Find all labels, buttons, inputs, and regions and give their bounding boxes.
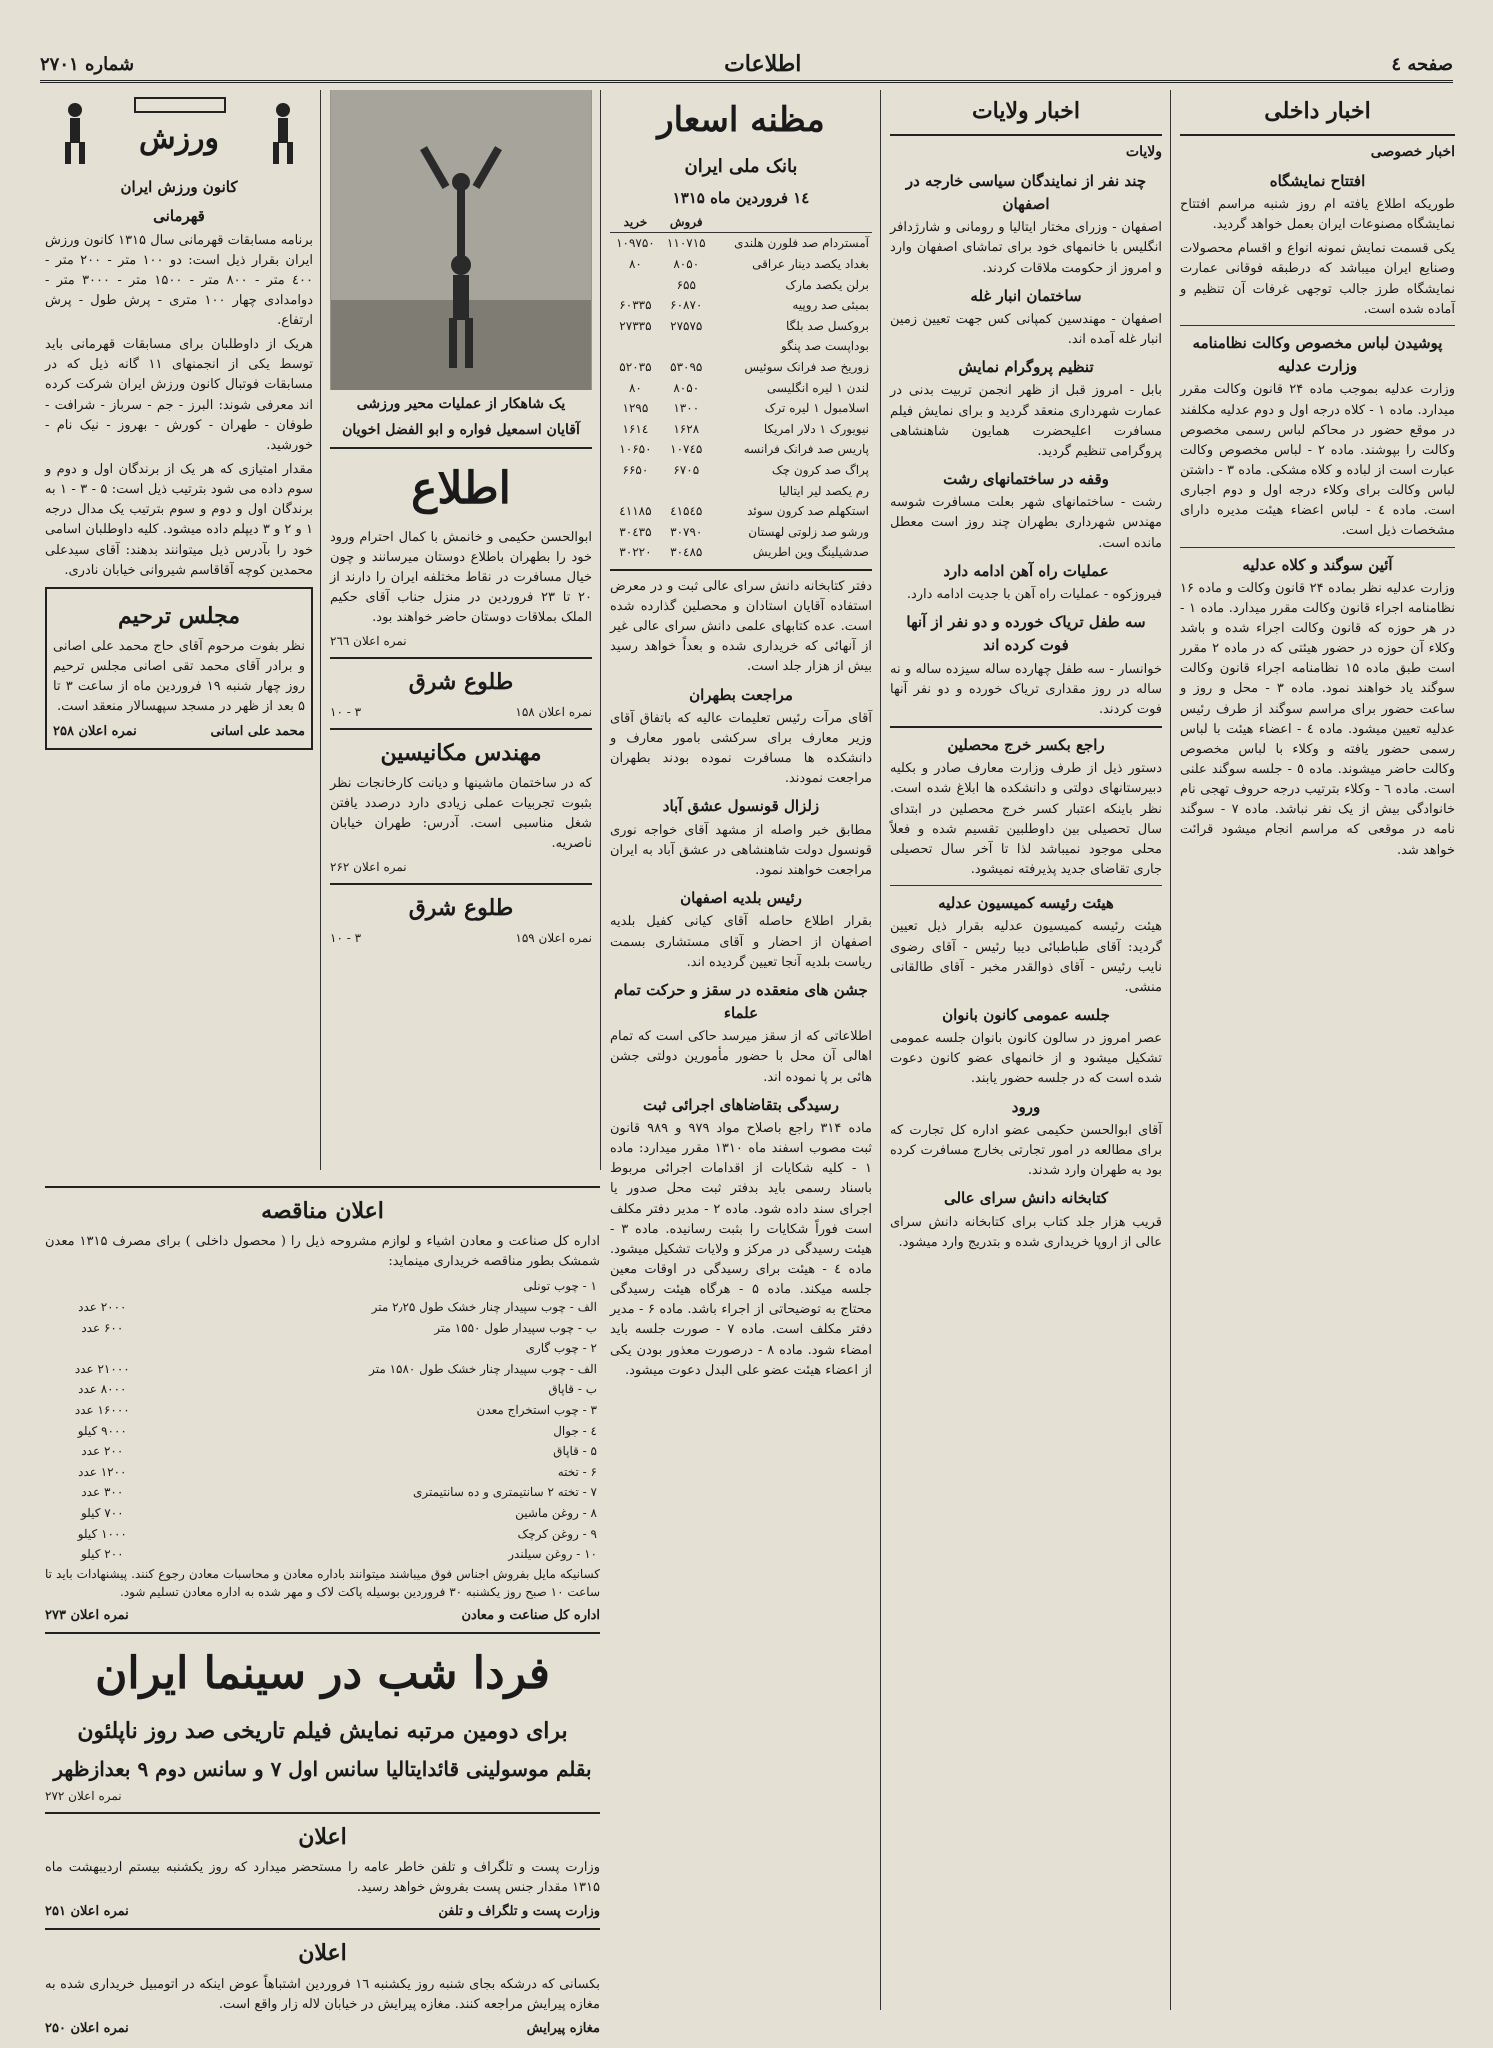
item-title: جشن های منعقده در سقز و حرکت تمام علماء — [614, 980, 868, 1023]
ad-title: طلوع شرق — [408, 668, 514, 695]
item-title: وقفه در ساختمانهای رشت — [943, 470, 1109, 489]
rate-date: ۱٤ فروردین ماه ۱۳۱۵ — [672, 188, 810, 207]
column-sport — [45, 90, 313, 1170]
notice-text: دفتر کتابخانه دانش سرای عالی ثبت و در معرض استفاده آقایان استادان و محصلین گذارده شده است. عده کتابهای علمی دانش سرای عالی غیر از آنهائی که خریداری شده و بعداً خواهد رسید بیش از هزار جلد است. — [610, 578, 872, 675]
rate-sell: ۳۰٤۸۵ — [670, 545, 703, 560]
ad-number: نمره اعلان ۱۵۹ — [515, 930, 592, 945]
photo-caption: یک شاهکار از عملیات محیر ورزشی — [356, 396, 566, 412]
tender-item: الف - چوب سپیدار چنار خشک طول ۱۵۸۰ متر — [369, 1361, 597, 1376]
rate-row — [610, 357, 872, 378]
rate-sell — [661, 336, 712, 357]
rate-buy: ۱۶۱٤ — [622, 421, 649, 436]
sport-photo — [330, 90, 592, 390]
divider — [890, 726, 1162, 728]
rate-row — [610, 295, 872, 316]
header-buy: خرید — [610, 212, 661, 233]
rate-buy: ۳۰۲۲۰ — [619, 545, 652, 560]
item-text: بابل - امروز قبل از ظهر انجمن تربیت بدنی در عمارت شهرداری منعقد گردید و برای نمایش فیلم مسافرت اعلیحضرت همایون شاهنشاهی پروگرامی تنظیم گردید. — [890, 383, 1162, 459]
memorial-number: نمره اعلان ۲۵۸ — [53, 723, 137, 739]
rate-row — [610, 336, 872, 357]
rate-buy: ۸۰ — [628, 257, 642, 272]
rate-buy: ۸۰ — [628, 380, 642, 395]
rate-row — [610, 439, 872, 460]
rate-row — [610, 316, 872, 337]
cinema-line: بقلم موسولینی قائدایتالیا سانس اول ۷ و سانس دوم ۹ بعدازظهر — [53, 1757, 592, 1782]
item-title: اخبار خصوصی — [1370, 144, 1455, 161]
rate-sell: ۲۷۵۷۵ — [670, 318, 703, 333]
item-title: ساختمان انبار غله — [970, 286, 1082, 305]
tender-qty: ۱۰۰۰ کیلو — [77, 1526, 127, 1541]
item-title: آئین سوگند و کلاه عدلیه — [1242, 555, 1393, 574]
item-title: کتابخانه دانش سرای عالی — [943, 1189, 1109, 1208]
divider — [45, 1186, 600, 1188]
tender-item: الف - چوب سپیدار چنار خشک طول ۲٫۲۵ متر — [371, 1299, 597, 1314]
item-title: جلسه عمومی کانون بانوان — [942, 1005, 1110, 1024]
cinema-number: نمره اعلان ۲۷۲ — [45, 1789, 122, 1804]
sport-text: برنامه مسابقات قهرمانی سال ۱۳۱۵ کانون ورزش ایران بقرار ذیل است: دو ۱۰۰ متر - ۲۰۰ متر - ٤۰۰ متر - ۸۰۰ متر - ۱۵۰۰ متر - ۳۰۰۰ متر - دوامدادی چهار ۱۰۰ متری - پرش طول - پرش ارتفاع. — [45, 232, 314, 329]
tender-qty: ۲۰۰۰ عدد — [78, 1299, 127, 1314]
notice-sign: مغازه پیرایش — [526, 2020, 600, 2036]
rate-buy: ۶۰۳۳۵ — [619, 298, 652, 313]
tender-item: ۷ - تخته ۲ سانتیمتری و ده سانتیمتری — [413, 1485, 597, 1500]
tender-item: ٤ - جوال — [553, 1423, 597, 1438]
divider — [1180, 325, 1455, 326]
tender-row — [45, 1441, 600, 1462]
exchange-table — [610, 212, 872, 563]
item-title: راجع بکسر خرج محصلین — [947, 736, 1105, 755]
rate-sell: ۳۰۷۹۰ — [670, 524, 703, 539]
item-text: خوانسار - سه طفل چهارده ساله سیزده ساله و نه ساله در روز مقداری تریاک خورده و دو نفر آنها فوت کردند. — [890, 661, 1162, 717]
tender-row — [45, 1482, 600, 1503]
rate-currency: رم یکصد لیر ایتالیا — [778, 483, 869, 498]
rate-buy: ۶۶۵۰ — [622, 462, 649, 477]
tender-row — [45, 1318, 600, 1339]
tender-item: ۹ - روغن کرچک — [517, 1526, 597, 1541]
item-title: رسیدگی بتقاضاهای اجرائی ثبت — [643, 1095, 839, 1114]
sport-text: مقدار امتیازی که هر یک از برندگان اول و دوم و سوم داده می شود بترتیب ذیل است: ۵ - ۳ - ۱ به برندگان اول و دوم و سوم بترتیب یک مدال درجه ۱ و ۲ و ۳ دیپلم داده میشود. کلیه داوطلبان اسامی خود را بآدرس ذیل میتوانند بدهند: آقای سیدعلی محمدین کوچه آقاقاسم شیروانی خیابان نادری. — [45, 462, 313, 578]
item-text: آقای ابوالحسن حکیمی عضو اداره کل تجارت که برای مطالعه در امور تجارتی بخارج مسافرت کرده بود به طهران وارد شدند. — [890, 1122, 1162, 1179]
rate-currency: بغداد یکصد دینار عراقی — [752, 257, 869, 272]
column-divider — [600, 90, 601, 1170]
item-text: وزارت عدلیه نظر بماده ۲۴ قانون وکالت و ماده ۱۶ نظامنامه اجراء قانون وکالت مقرر میدارد. ماده ۱ - در هر حوزه که قانون وکالت اجراء شده و باشد وکلاء آن حوزه در حضور هیئتی که در ماده ۲ مقرر است طبق ماده ۱۵ نظامنامه اجراء قانون وکالت سوگند یاد خواهند نمود. ماده ۳ - محل و روز و ساعت حضور برای مراسم سوگند از طرف رئیس عدلیه تعیین میشود. ماده ٤ - اعضاء هیئت با لباس رسمی حضور یافته و وکلاء با لباس مخصوص وکالت حاضر میشوند. ماده ٥ - جلسه سوگند علنی است. ماده ٦ - وکلاء بترتیب درجه حروف تهجی نام خانوادگی بیش از یک نفر نباشد. ماده ۷ - سوگند نامه در موقعی که مراسم انجام میشود قرائت خواهد شد. — [1180, 580, 1456, 858]
notice-title: اعلان — [298, 1940, 347, 1967]
divider — [1180, 547, 1455, 548]
rate-currency: برلن یکصد مارک — [785, 277, 869, 292]
rate-row — [610, 542, 872, 563]
tender-item: ۶ - تخته — [557, 1464, 597, 1479]
rate-row — [610, 233, 872, 254]
section-title: اخبار داخلی — [1264, 98, 1371, 124]
tender-item: ب - چوب سپیدار طول ۱۵۵۰ متر — [434, 1320, 597, 1335]
notice-number: نمره اعلان ۲٦٦ — [330, 634, 407, 649]
tender-qty: ۹۰۰۰ کیلو — [77, 1423, 127, 1438]
tender-qty: ۲۰۰ کیلو — [80, 1547, 124, 1562]
notice-text: بکسانی که درشکه بجای شنبه روز یکشنبه ۱٦ فروردین اشتباهاً عوض اینکه در اتومبیل خریداری شده به مغازه پیرایش مراجعه کنند. مغازه پیرایش در خیابان لاله زار واقع است. — [45, 1976, 600, 2012]
rate-row — [610, 275, 872, 296]
tender-title: اعلان مناقصه — [261, 1198, 384, 1224]
header-name — [712, 212, 872, 233]
tender-qty: ۳۰۰ عدد — [81, 1485, 124, 1500]
notice-sign: وزارت پست و تلگراف و تلفن — [438, 1904, 600, 1920]
notice-number: نمره اعلان ۲۵۱ — [45, 1904, 129, 1920]
rate-row — [610, 481, 872, 502]
rate-currency: بمبئی صد روپیه — [792, 298, 869, 313]
rate-sell: ۸۰۵۰ — [673, 380, 700, 395]
item-text: عصر امروز در سالون کانون بانوان جلسه عمومی تشکیل میشود و از خانمهای عضو کانون دعوت شده است که در جلسه حضور یابند. — [890, 1031, 1162, 1087]
rate-row — [610, 378, 872, 399]
paper-name: اطلاعات — [724, 51, 802, 77]
rate-buy: ۳۰٤۳۵ — [619, 524, 652, 539]
notice-title: اعلان — [298, 1823, 347, 1850]
column-divider — [320, 90, 321, 1170]
sport-header — [45, 90, 313, 170]
tender-row — [45, 1503, 600, 1524]
rate-buy — [610, 275, 661, 296]
ad-text: که در ساختمان ماشینها و دیانت کارخانجات نظر بثبوت تجربیات عملی زیادی دارد درصدد یافتن شغل مناسبی است. آدرس: طهران خیابان ناصریه. — [330, 775, 592, 852]
item-title: هیئت رئیسه کمیسیون عدلیه — [938, 894, 1114, 913]
rate-sell — [661, 481, 712, 502]
item-text: اطلاعاتی که از سقز میرسد حاکی است که تمام اهالی آن محل با حضور مأمورین دولتی جشن هائی بر پا نموده اند. — [610, 1029, 872, 1085]
rate-buy: ۱۰۹۷۵۰ — [616, 236, 655, 251]
cinema-title: فردا شب در سینما ایران — [95, 1648, 550, 1700]
rate-row — [610, 522, 872, 543]
rate-currency: بوداپست صد پنگو — [781, 339, 869, 354]
item-text: اصفهان - مهندسین کمپانی کس جهت تعیین زمین انبار غله آمده اند. — [890, 311, 1162, 348]
bank-name: بانک ملی ایران — [684, 155, 798, 177]
tender-item: ۸ - روغن ماشین — [515, 1505, 597, 1520]
page-number: صفحه ٤ — [1391, 53, 1453, 75]
rate-buy — [610, 336, 661, 357]
tender-table — [45, 1276, 600, 1564]
tender-qty: ۲۰۰ عدد — [81, 1444, 124, 1459]
ad-date: ۳ - ۱۰ — [330, 704, 362, 719]
rate-currency: لندن ۱ لیره انگلیسی — [766, 380, 869, 395]
column-internal-news — [1180, 90, 1455, 2010]
divider — [45, 1632, 600, 1634]
tender-item: ۲ - چوب گاری — [525, 1341, 597, 1356]
memorial-text: نظر بفوت مرحوم آقای حاج محمد علی اصانی و برادر آقای محمد تقی اصانی مجلس ترحیم روز چهار شنبه ۱۹ فروردین ماه از ساعت ۳ تا ۵ بعد از ظهر در مسجد سپهسالار منعقد است. — [53, 638, 305, 715]
item-title: عملیات راه آهن ادامه دارد — [943, 561, 1109, 580]
rate-sell: ۶۰۸۷۰ — [670, 298, 703, 313]
memorial-sign: محمد علی اسانی — [210, 723, 305, 739]
item-title: سه طفل تریاک خورده و دو نفر از آنها فوت کرده اند — [906, 613, 1146, 655]
rate-row — [610, 254, 872, 275]
ad-title: مهندس مکانیسین — [380, 739, 542, 766]
memorial-title: مجلس ترحیم — [117, 602, 241, 629]
tender-qty: ۱۶۰۰۰ عدد — [74, 1402, 130, 1417]
ad-date: ۳ - ۱۰ — [330, 930, 362, 945]
notice-title: اطلاع — [411, 463, 511, 515]
rate-currency: پراگ صد کرون چک — [771, 462, 869, 477]
rate-sell: ۱۰۷٤۵ — [670, 442, 703, 457]
item-title: چند نفر از نمایندگان سیاسی خارجه در اصفهان — [905, 171, 1147, 214]
item-text: مطابق خبر واصله از مشهد آقای خواجه نوری قونسول دولت شاهنشاهی در عشق آباد به ایران مراجعت خواهند نمود. — [610, 822, 872, 878]
divider — [610, 569, 872, 571]
rate-currency: اسلامبول ۱ لیره ترک — [764, 401, 869, 416]
issue-number: شماره ۲۷۰۱ — [40, 53, 135, 75]
rate-row — [610, 501, 872, 522]
item-title: ولایات — [1125, 144, 1162, 161]
rate-currency: صدشیلینگ وین اطریش — [752, 545, 869, 560]
rate-currency: ورشو صد زلوتی لهستان — [748, 524, 869, 539]
rate-sell: ۱۱۰۷۱۵ — [666, 236, 706, 251]
tender-item: ۱۰ - روغن سیلندر — [508, 1547, 597, 1562]
photo-caption: آقایان اسمعیل فواره و ابو الفضل اخویان — [342, 421, 580, 438]
item-text: آقای مرآت رئیس تعلیمات عالیه که باتفاق آقای وزیر معارف برای سرکشی بامور معارف و دانشکده ها مسافرت نموده بودند بطهران مراجعت نمودند. — [610, 710, 872, 787]
tender-qty — [45, 1276, 160, 1297]
rate-sell: ۱۳۰۰ — [673, 401, 700, 416]
item-title: افتتاح نمایشگاه — [1269, 171, 1366, 190]
divider — [890, 885, 1162, 886]
item-text: فیروزکوه - عملیات راه آهن با جدیت ادامه دارد. — [906, 586, 1162, 602]
tender-qty — [45, 1338, 160, 1359]
rate-sell: ۶۷۰۵ — [673, 462, 700, 477]
item-text: رشت - ساختمانهای شهر بعلت مسافرت شوسه مهندس شهرداری بطهران چند روز است معطل مانده است. — [890, 495, 1162, 551]
tender-row — [45, 1338, 600, 1359]
tender-row — [45, 1544, 600, 1565]
masthead — [40, 48, 1453, 83]
column-photo-notices — [330, 90, 592, 1170]
rate-currency: نیویورک ۱ دلار امریکا — [763, 421, 869, 436]
ad-number: نمره اعلان ۱۵۸ — [515, 704, 592, 719]
bottom-ads — [45, 1180, 600, 2036]
divider — [1180, 134, 1455, 136]
rate-buy: ۱۰۶۵۰ — [619, 442, 652, 457]
tender-qty: ۱۲۰۰ عدد — [78, 1464, 127, 1479]
acrobat-image — [330, 90, 592, 390]
item-text: هیئت رئیسه کمیسیون عدلیه بقرار ذیل تعیین گردید: آقای طباطبائی دیبا رئیس - آقای رضوی نایب رئیس - آقای ذوالقدر مخبر - آقای طالقانی منشی. — [890, 919, 1162, 995]
exchange-title: مظنه اسعار — [657, 100, 825, 140]
rate-buy — [610, 481, 661, 502]
item-text: ماده ۳۱۴ راجع باصلاح مواد ۹۷۹ و ۹۸۹ قانون ثبت مصوب اسفند ماه ۱۳۱۰ مقرر میدارد: ماده ۱ - کلیه شکایات از اقدامات اجرائی مربوط باسناد رسمی باید بدفتر ثبت محل صدور یا اجرای سند داده شود. ماده ۲ - مدیر دفتر مکلف است فوراً شکایات را بثبت رسانیده. ماده ۳ - هیئت رسیدگی در مرکز و ولایات تشکیل میشود. ماده ٤ - هیئت برای رسیدگی در اوقات معین جلسه میکند. ماده ۵ - هرگاه هیئت رسیدگی محتاج به توضیحاتی از اجراء باشد. ماده ۶ - مدیر دفتر مکلف است. ماده ۷ - صورت جلسه باید امضاء شود. ماده ۸ - درصورت معذور بودن یکی از اعضاء هیئت عضو علی البدل دعوت میشود. — [610, 1120, 872, 1378]
tender-qty: ۷۰۰ کیلو — [80, 1505, 124, 1520]
header-sell: فروش — [661, 212, 712, 233]
divider — [330, 657, 592, 659]
section-title: اخبار ولایات — [971, 98, 1081, 124]
sport-subtitle: کانون ورزش ایران — [120, 178, 238, 196]
tender-item: ۳ - چوب استخراج معدن — [476, 1402, 597, 1417]
item-title: ورود — [1011, 1097, 1041, 1116]
item-title: رئیس بلدیه اصفهان — [680, 889, 802, 908]
item-title: مراجعت بطهران — [689, 685, 793, 704]
column-divider — [880, 90, 881, 2010]
tender-item: ۱ - چوب تونلی — [523, 1279, 597, 1294]
ad-title: طلوع شرق — [408, 894, 514, 921]
tender-row — [45, 1297, 600, 1318]
tender-number: نمره اعلان ۲۷۳ — [45, 1607, 129, 1623]
tender-item: ب - قاپاق — [548, 1382, 597, 1397]
tender-row — [45, 1276, 600, 1297]
rate-sell: ۱۶۲۸ — [673, 421, 700, 436]
divider — [330, 883, 592, 885]
rate-currency: بروکسل صد بلگا — [786, 318, 869, 333]
rate-row — [610, 398, 872, 419]
rate-currency: زوریخ صد فرانک سوئیس — [744, 359, 869, 374]
item-title: تنظیم پروگرام نمایش — [958, 358, 1094, 377]
rate-currency: استکهلم صد کرون سوئد — [747, 504, 869, 519]
tender-sign: اداره کل صناعت و معادن — [461, 1607, 600, 1623]
tender-qty: ۲۱۰۰۰ عدد — [74, 1361, 130, 1376]
rate-buy: ۱۲۹۵ — [622, 401, 649, 416]
rate-row — [610, 419, 872, 440]
rate-buy: ۵۲۰۳۵ — [619, 359, 652, 374]
tender-row — [45, 1379, 600, 1400]
item-text: یکی قسمت نمایش نمونه انواع و اقسام محصولات وصنایع ایران میباشد که درطبقه فوقانی عمارت نمایشگاه طرز جالب توجهی غرفات آن تنظیم و آماده شده است. — [1180, 241, 1455, 317]
divider — [330, 447, 592, 449]
sport-text: هریک از داوطلبان برای مسابقات قهرمانی باید توسط یکی از انجمنهای ۱۱ گانه ذیل که در مسابقات فوتبال کانون ورزش ایران شرکت کرده اند معرفی شوند: البرز - جم - سرباز - شرافت - طوفان - طهران - کورش - بهروز - نیک نام - خورشید. — [45, 337, 313, 453]
divider — [45, 1928, 600, 1930]
rate-sell: ۵۳۰۹۵ — [670, 359, 703, 374]
sport-title: ورزش — [138, 121, 220, 156]
tender-text: اداره کل صناعت و معادن اشیاء و لوازم مشروحه ذیل را ( محصول داخلی ) برای مصرف ۱۳۱۵ معدن شمشک بطور مناقصه خریداری مینماید: — [45, 1234, 600, 1270]
column-divider — [1170, 90, 1171, 2010]
cinema-line: برای دومین مرتبه نمایش فیلم تاریخی صد روز ناپلئون — [77, 1718, 568, 1745]
divider — [330, 728, 592, 730]
rate-sell: ٤۱۵٤۵ — [670, 504, 703, 519]
column-exchange-rates — [610, 90, 872, 2010]
rate-currency: آمستردام صد فلورن هلندی — [734, 236, 869, 251]
column-provincial-news — [890, 90, 1162, 2010]
item-text: اصفهان - وزرای مختار ایتالیا و رومانی و شارژدافر انگلیس با خانمهای خود برای تماشای اصفهان وارد و امروز از حکومت ملاقات کردند. — [890, 220, 1162, 276]
tender-row — [45, 1400, 600, 1421]
rate-buy: ٤۱۱۸۵ — [619, 504, 652, 519]
ad-number: نمره اعلان ۲۶۲ — [330, 860, 407, 875]
divider — [45, 1812, 600, 1814]
item-text: طوریکه اطلاع یافته ام روز شنبه مراسم افتتاح نمایشگاه مصنوعات ایران بعمل خواهد گردید. — [1180, 197, 1455, 233]
rate-row — [610, 460, 872, 481]
tender-row — [45, 1421, 600, 1442]
item-title: پوشیدن لباس مخصوص وکالت نظامنامه وزارت عدلیه — [1192, 333, 1443, 376]
item-text: وزارت عدلیه بموجب ماده ۲۴ قانون وکالت مقرر میدارد. ماده ۱ - کلاه درجه اول و دوم عدلیه مکلفند در موقع حضور در محاکم لباس رسمی مخصوص وکالت را بپوشند. ماده ۲ - لباس مخصوص وکالت عبارت است از لباده و کلاه مشکی. ماده ۳ - داشتن لباس وکالت برای وکلاء درجه اول و دوم اجباری است. ماده ٤ - لباس اعضاء هیئت مدیره دارای مشخصات ذیل است. — [1180, 382, 1455, 539]
item-text: بقرار اطلاع حاصله آقای کیانی کفیل بلدیه اصفهان از احضار و آقای مستشاری بسمت ریاست بلدیه آنجا تعیین گردیده اند. — [610, 914, 872, 970]
rate-sell: ۶۵۵ — [676, 277, 696, 292]
item-text: قریب هزار جلد کتاب برای کتابخانه دانش سرای عالی از اروپا خریداری شده و بتدریج وارد میشود. — [890, 1214, 1162, 1250]
tender-row — [45, 1462, 600, 1483]
tender-footer: کسانیکه مایل بفروش اجناس فوق میباشند میتوانند باداره معادن و محاسبات معادن رجوع کنند. پیشنهادات باید تا ساعت ۱۰ صبح روز یکشنبه ۳۰ فروردین بوسیله پاکت لاک و مهر شده به اداره معادن تسلیم شود. — [45, 1566, 600, 1600]
tender-qty: ۸۰۰۰ عدد — [78, 1382, 127, 1397]
item-title: زلزال قونسول عشق آباد — [662, 797, 820, 816]
notice-number: نمره اعلان ۲۵۰ — [45, 2020, 129, 2036]
notice-text: وزارت پست و تلگراف و تلفن خاطر عامه را مستحضر میدارد که روز یکشنبه بیستم اردیبهشت ماه ۱۳۱۵ مقدار جنس پست بفروش خواهد رسید. — [45, 1859, 600, 1896]
rate-currency: پاریس صد فرانک فرانسه — [743, 442, 869, 457]
tender-row — [45, 1524, 600, 1545]
rate-buy: ۲۷۳۳۵ — [619, 318, 652, 333]
divider — [890, 134, 1162, 136]
item-text: دستور ذیل از طرف وزارت معارف صادر و بکلیه دبیرستانهای دولتی و دانشکده ها ابلاغ شده است. نظر باینکه اعتبار کسر خرج محصلین در ابتدای سال تحصیلی بین داوطلبین تقسیم شده و فعلاً محلی موجود نمیباشد لذا تا آخر سال تحصیلی جاری تقاضای جدید پذیرفته نمیشود. — [890, 761, 1162, 877]
tender-item: ۵ - قاپاق — [553, 1444, 597, 1459]
sport-subtitle: قهرمانی — [153, 207, 205, 226]
tender-qty: ۶۰۰ عدد — [81, 1320, 124, 1335]
tender-row — [45, 1359, 600, 1380]
rate-sell: ۸۰۵۰ — [673, 257, 700, 272]
notice-text: ابوالحسن حکیمی و خانمش با کمال احترام ورود خود را بطهران باطلاع دوستان میرسانند و چون خیال مسافرت در نقاط مختلفه ایران را دارند از ۲۰ تا ۲۳ فروردین در منزل جناب آقای حکیم الملک بملاقات دوستان حاضر خواهند بود. — [330, 529, 592, 626]
memorial-box — [45, 587, 313, 750]
